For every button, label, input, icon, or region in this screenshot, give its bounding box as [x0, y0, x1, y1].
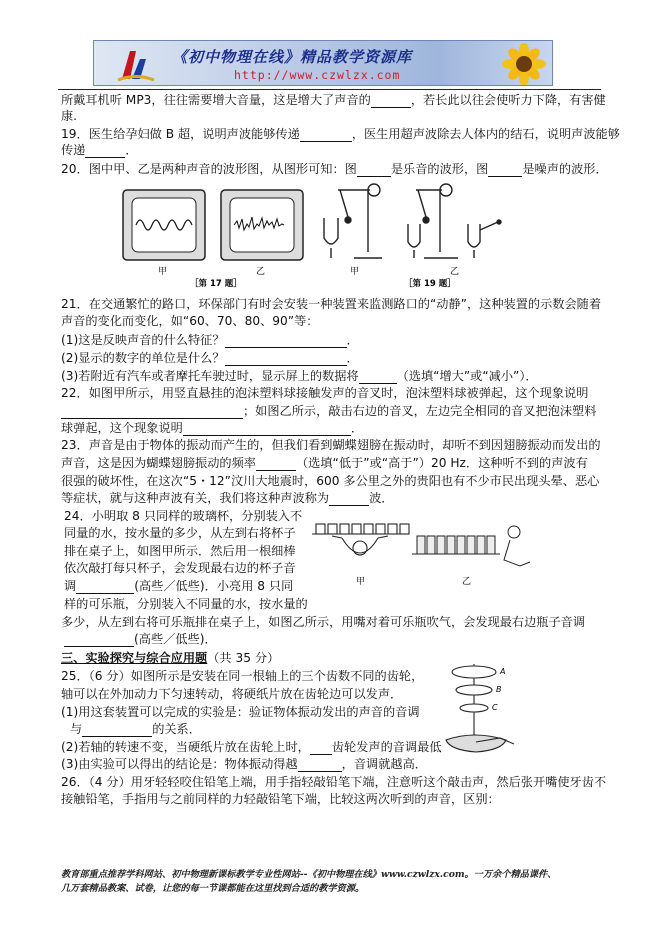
text-line: 24．小明取 8 只同样的玻璃杯，分别装入不: [64, 509, 303, 523]
answer-blank[interactable]: [225, 353, 347, 366]
fig17-label-yi: 乙: [256, 267, 266, 277]
text-line: (2)若轴的转速不变，当硬纸片放在齿轮上时， 齿轮发声的音调最低: [61, 740, 442, 754]
text-line: (高些／低些)．: [64, 631, 217, 647]
fig17-caption: ［第 17 题］: [190, 279, 242, 289]
text-line: 20．图中甲、乙是两种声音的波形图，从图形可知：图 是乐音的波形，图 是噪声的波形．: [61, 162, 608, 176]
answer-blank[interactable]: [357, 164, 391, 177]
text-line: (3)若附近有汽车或者摩托车驶过时，显示屏上的数据将 （选填“增大”或“减小”）．: [61, 369, 538, 383]
text-line: 同量的水，按水量的多少，从左到右将杯子: [64, 526, 296, 540]
header-banner: [93, 40, 553, 86]
glass-cups-jia: [312, 524, 409, 555]
header-rule: [58, 89, 601, 90]
text-line: (1)这是反映声音的什么特征？ ．: [61, 333, 359, 347]
fig19-label-jia: 甲: [350, 267, 360, 277]
answer-blank[interactable]: [300, 129, 352, 142]
header-url[interactable]: http://www.czwlzx.com: [234, 68, 401, 82]
answer-blank[interactable]: [61, 406, 243, 419]
text-line: ；如图乙所示，敲击右边的音叉，左边完全相同的音叉把泡沫塑料: [61, 403, 596, 419]
fig19-caption: ［第 19 题］: [404, 279, 456, 289]
text-line: 所戴耳机听 MP3，往往需要增大音量，这是增大了声音的 ，若长此以往会使听力下降，有害健: [61, 93, 606, 107]
text-line: (3)由实验可以得出的结论是：物体振动得越 ，音调就越高．: [61, 757, 427, 771]
fig24-label-yi: 乙: [462, 577, 472, 587]
sunflower-icon: [496, 43, 546, 85]
text-line: (2)显示的数字的单位是什么？ ．: [61, 351, 359, 365]
fig24-label-jia: 甲: [356, 577, 366, 587]
text-line: 与 的关系．: [70, 722, 201, 736]
oscilloscope-yi: [221, 190, 303, 260]
fig19-label-yi: 乙: [450, 267, 460, 277]
text-line: 多少，从左到右将可乐瓶排在桌子上，如图乙所示，用嘴对着可乐瓶吹气，会发现最右边瓶子音调: [61, 615, 586, 629]
text-line: 等症状，就与这种声波有关，我们将这种声波称为 波．: [61, 491, 394, 505]
text-line: (1)用这套装置可以完成的实验是：验证物体振动发出的声音的音调: [61, 705, 420, 719]
text-line: 25．（6 分）如图所示是安装在同一根轴上的三个齿数不同的齿轮，: [61, 669, 424, 683]
answer-blank[interactable]: [225, 335, 347, 348]
text-line: 样的可乐瓶，分别装入不同量的水，按水量的: [64, 597, 308, 611]
tuning-fork-yi: [408, 184, 501, 258]
text-line: 22．如图甲所示，用竖直悬挂的泡沫塑料球接触发声的音叉时，泡沫塑料球被弹起，这个现象说明: [61, 386, 589, 400]
oscilloscope-jia: [123, 190, 205, 260]
gear-label-c: C: [492, 703, 498, 712]
text-line: 轴可以在外加动力下匀速转动，将硬纸片放在齿轮边可以发声．: [61, 687, 403, 701]
gear-label-a: A: [500, 667, 506, 676]
figure-25-gears: [436, 660, 522, 756]
text-line: 传递 ．: [61, 143, 138, 157]
answer-blank[interactable]: [82, 724, 152, 737]
text-line: 调 (高些／低些)．小亮用 8 只同: [64, 579, 294, 593]
text-line: 依次敲打每只杯子，会发现最右边的杯子音: [64, 561, 296, 575]
section-title: 三、实验探究与综合应用题（共 35 分）: [61, 651, 280, 665]
logo-icon: [116, 47, 156, 83]
text-line: 很强的破坏性，在这次“5・12”汶川大地震时，600 多公里之外的贵阳也有不少市民出现头晕、恶心: [61, 474, 600, 488]
answer-blank[interactable]: [183, 423, 351, 436]
answer-blank[interactable]: [488, 164, 522, 177]
text-line: 排在桌子上，如图甲所示．然后用一根细棒: [64, 544, 296, 558]
footer-line-2: 几万套精品教案、试卷，让您的每一节课都能在这里找到合适的教学资源。: [61, 883, 365, 894]
answer-blank[interactable]: [256, 458, 296, 471]
text-line: 声音的变化而变化，如“60、70、80、90”等：: [61, 314, 319, 328]
text-line: 26．（4 分）用牙轻轻咬住铅笔上端，用手指轻敲铅笔下端，注意听这个敲击声，然后张开嘴使牙齿不: [61, 775, 607, 789]
header-title: 《初中物理在线》精品教学资源库: [172, 48, 413, 66]
answer-blank[interactable]: [85, 145, 125, 158]
answer-blank[interactable]: [64, 634, 134, 647]
text-line: 接触铅笔，手指用与之前同样的力轻敲铅笔下端，比较这两次听到的声音，区别：: [61, 792, 500, 806]
footer-line-1: 教育部重点推荐学科网站、初中物理新课标教学专业性网站--《初中物理在线》www.czwlzx.com。一万余个精品课件、: [61, 869, 557, 880]
text-line: 23．声音是由于物体的振动而产生的，但我们看到蝴蝶翅膀在振动时，却听不到因翅膀振动而发出的: [61, 438, 601, 452]
answer-blank[interactable]: [329, 493, 369, 506]
answer-blank[interactable]: [298, 759, 342, 772]
answer-blank[interactable]: [359, 371, 397, 384]
answer-blank[interactable]: [371, 95, 411, 108]
text-line: 19．医生给孕妇做 B 超，说明声波能够传递 ，医生用超声波除去人体内的结石，说明声波能够: [61, 127, 620, 141]
answer-blank[interactable]: [76, 581, 134, 594]
fig17-label-jia: 甲: [158, 267, 168, 277]
cola-bottles-yi: [412, 526, 530, 566]
text-line: 康.: [61, 109, 78, 123]
text-line: 声音，这是因为蝴蝶翅膀振动的频率 （选填“低于”或“高于”）20 Hz．这种听不到的声波有: [61, 456, 588, 470]
gear-label-b: B: [496, 685, 502, 694]
figure-24: [312, 512, 542, 592]
text-line: 21．在交通繁忙的路口，环保部门有时会安装一种装置来监测路口的“动静”，这种装置的示数会随着: [61, 297, 602, 311]
text-line: 球弹起，这个现象说明 ．: [61, 421, 364, 435]
answer-blank[interactable]: [310, 742, 332, 755]
tuning-fork-jia: [324, 184, 382, 258]
figure-17-19: [118, 182, 528, 290]
